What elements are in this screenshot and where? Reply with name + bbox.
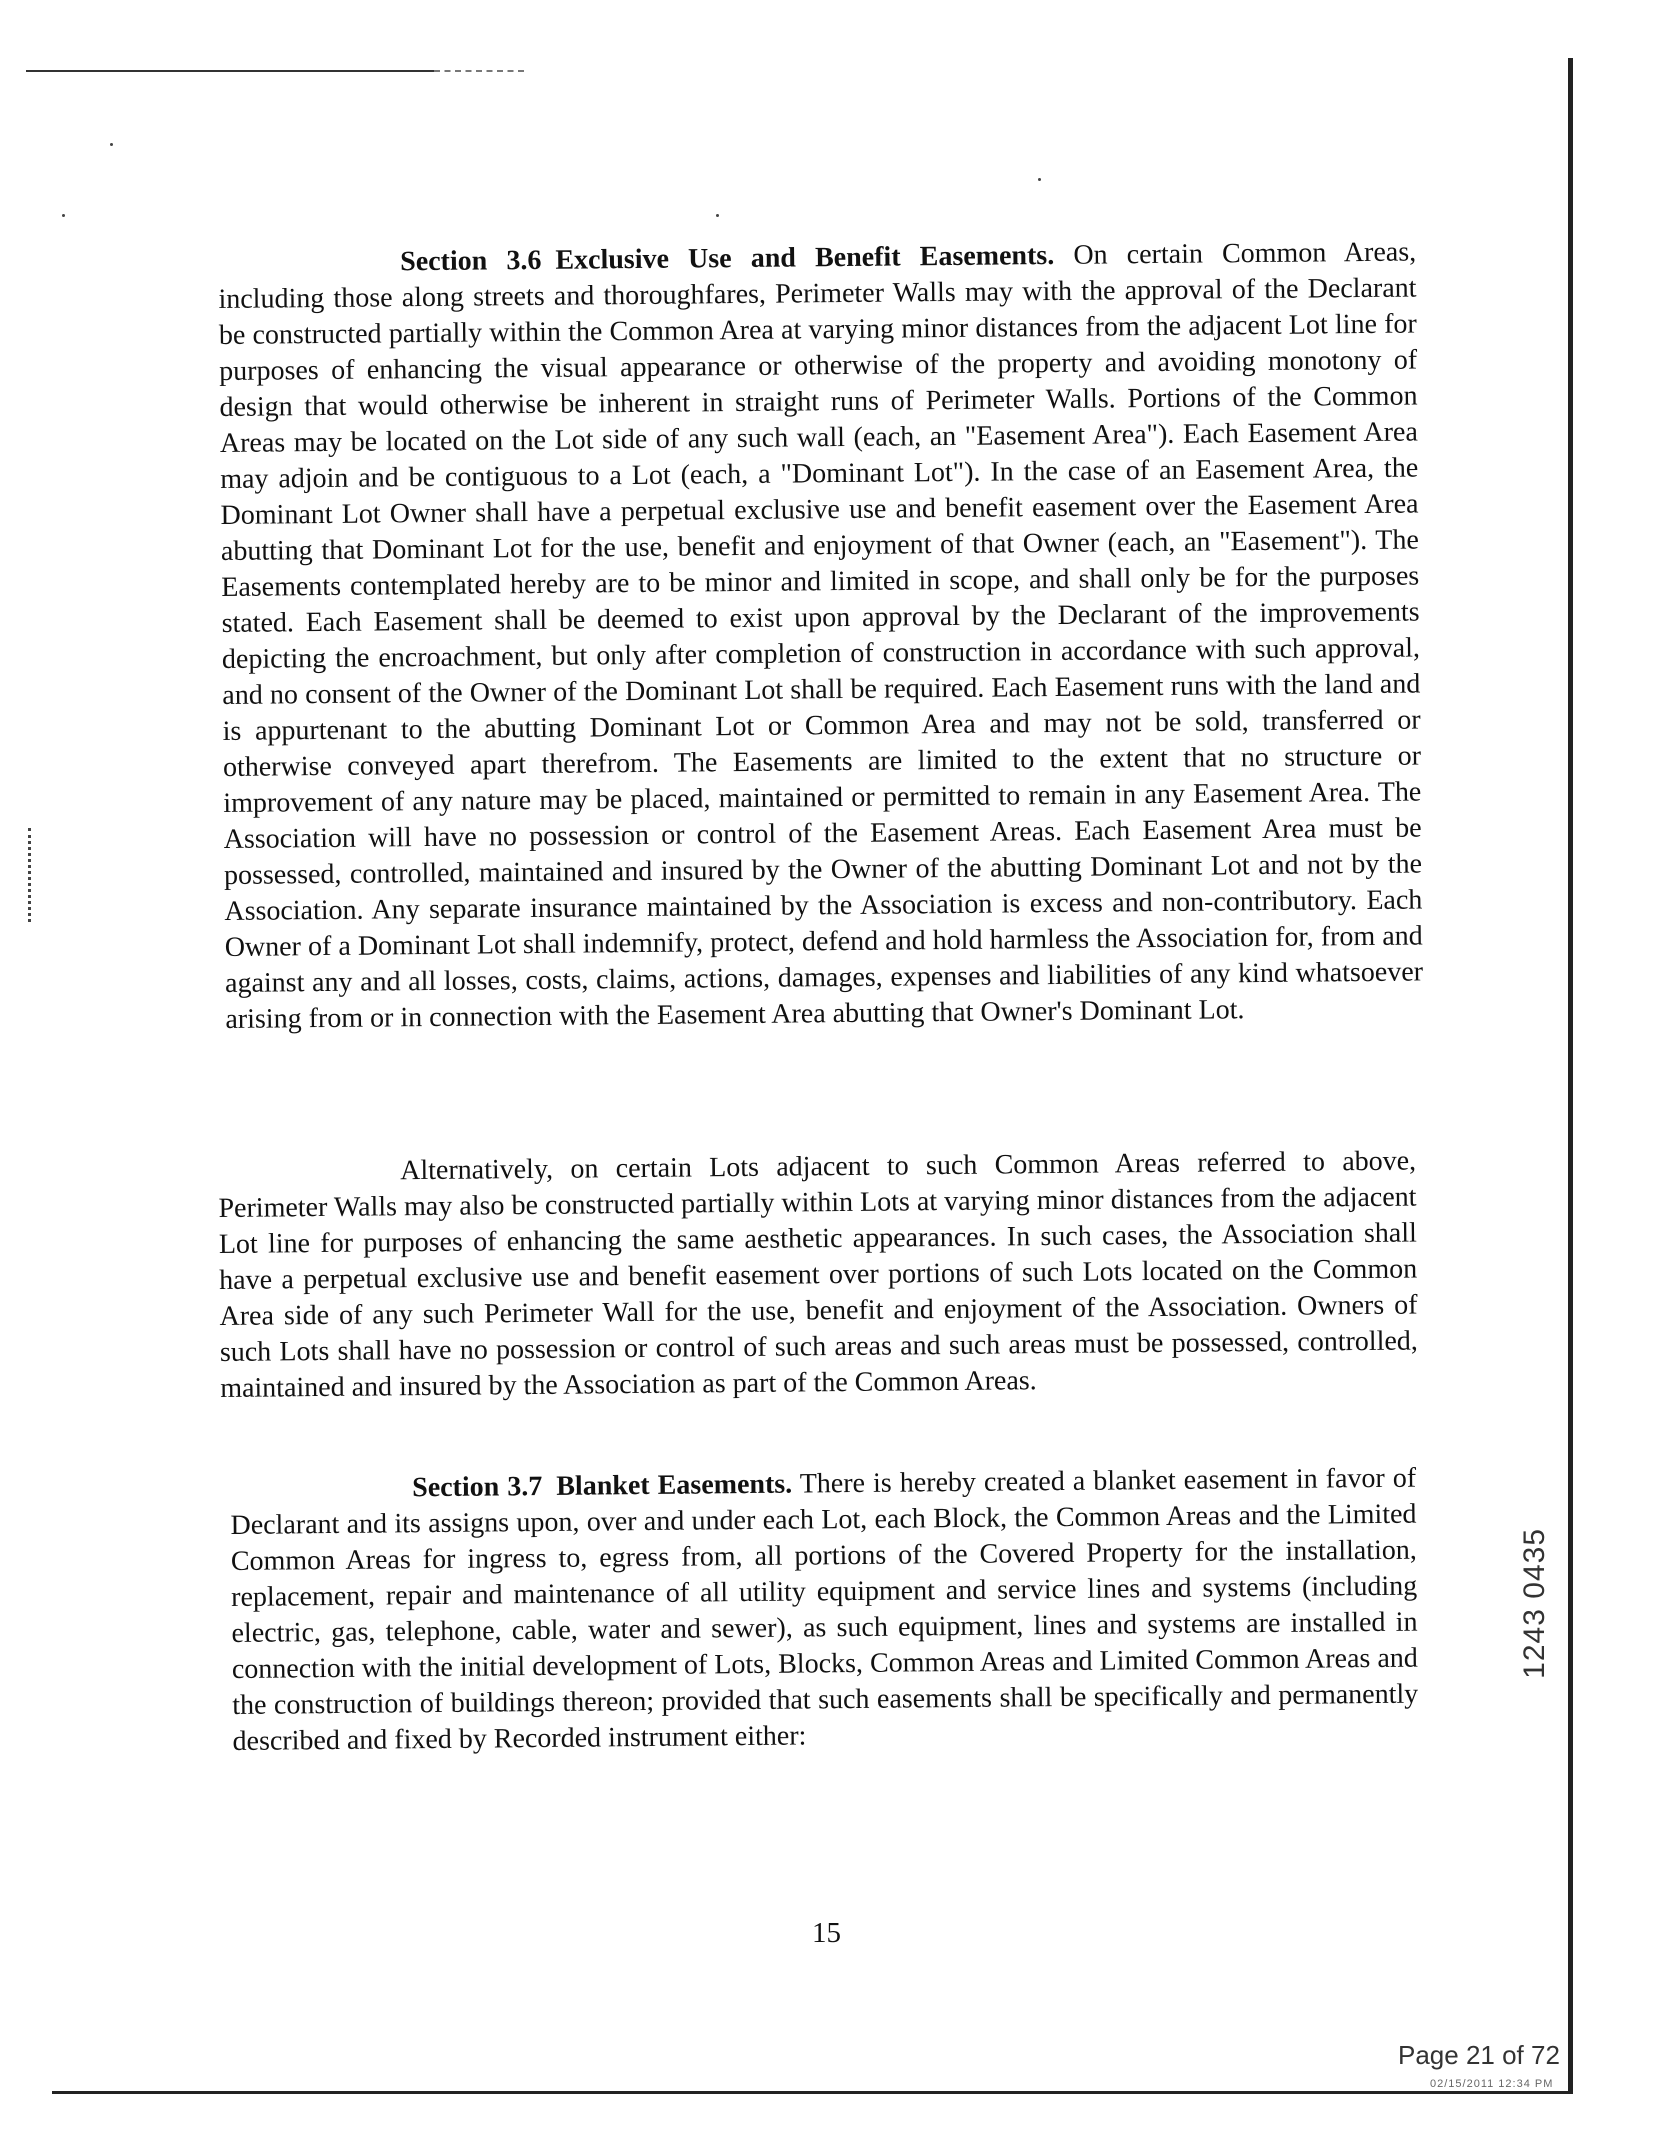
section-3-6-heading (400, 240, 1054, 277)
section-3-7-body: There is hereby created a blanket easement in favor of Declarant and its assigns upon, over and under each Lot, each Block, the Common Areas and the Limited Common Areas for ingress to, egress from, all portions of the Covered Property for the installation, replacement, repair and maintenance of all utility equipment and service lines and systems (including electric, gas, telephone, cable, water and sewer), as such equipment, lines and systems are installed in connection with the initial development of Lots, Blocks, Common Areas and Limited Common Areas and the construction of buildings thereon; provided that such easements shall be specifically and permanently described and fixed by Recorded instrument either: (230, 1462, 1419, 1757)
section-3-7-number: Section 3.7 (412, 1471, 543, 1504)
section-3-7-paragraph (230, 1461, 1419, 1760)
scan-speck (62, 214, 65, 217)
section-3-6 (218, 235, 1424, 1038)
page-number: 15 (812, 1917, 841, 1949)
scan-speck (110, 143, 113, 146)
scan-speck (1038, 178, 1041, 181)
section-3-7-title: Blanket Easements. (556, 1468, 793, 1502)
right-margin-rule (1568, 58, 1573, 2092)
alternative-paragraph-block (218, 1144, 1418, 1407)
footer-timestamp: 02/15/2011 12:34 PM (1430, 2078, 1554, 2090)
page-counter: Page 21 of 72 (1398, 2040, 1560, 2070)
section-3-7 (230, 1461, 1419, 1760)
section-3-6-title: Exclusive Use and Benefit Easements. (555, 239, 1055, 276)
alternative-paragraph: Alternatively, on certain Lots adjacent to such Common Areas referred to above, Perimeter Walls may also be constructed partially within Lots at varying minor distances from the adjacent Lot line for purposes of enhancing the same aesthetic appearances. In such cases, the Association shall have a perpetual exclusive use and benefit easement over portions of such Lots located on the Common Area side of any such Perimeter Wall for the use, benefit and enjoyment of the Association. Owners of such Lots shall have no possession or control of such areas and such areas must be possessed, controlled, maintained and insured by the Association as part of the Common Areas. (218, 1145, 1418, 1404)
scan-speck (716, 214, 719, 217)
margin-recording-reference: 1243 0435 (1518, 1528, 1551, 1679)
section-3-6-number: Section 3.6 (400, 244, 542, 278)
left-margin-mark (28, 828, 34, 922)
bottom-rule (52, 2091, 1573, 2094)
top-rule-tail (434, 70, 524, 72)
section-3-6-paragraph (218, 235, 1424, 1038)
section-3-7-heading (412, 1469, 792, 1504)
top-rule (26, 70, 434, 72)
section-3-6-body: On certain Common Areas, including those along streets and thoroughfares, Perimeter Walls may with the approval of the Declarant be constructed partially within the Common Area at varying minor distances from the adjacent Lot line for purposes of enhancing the visual appearance or otherwise of the property and avoiding monotony of design that would otherwise be inherent in straight runs of Perimeter Walls. Portions of the Common Areas may be located on the Lot side of any such wall (each, an "Easement Area"). Each Easement Area may adjoin and be contiguous to a Lot (each, a "Dominant Lot"). In the case of an Easement Area, the Dominant Lot Owner shall have a perpetual exclusive use and benefit easement over the Easement Area abutting that Dominant Lot for the use, benefit and enjoyment of that Owner (each, an "Easement"). The Easements contemplated hereby are to be minor and limited in scope, and shall only be for the purposes stated. Each Easement shall be deemed to exist upon approval by the Declarant of the improvements depicting the encroachment, but only after completion of construction in accordance with such approval, and no consent of the Owner of the Dominant Lot shall be required. Each Easement runs with the land and is appurtenant to the abutting Dominant Lot or Common Area and may not be sold, transferred or otherwise conveyed apart therefrom. The Easements are limited to the extent that no structure or improvement of any nature may be placed, maintained or permitted to remain in any Easement Area. The Association will have no possession or control of the Easement Areas. Each Easement Area must be possessed, controlled, maintained and insured by the Owner of the abutting Dominant Lot and not by the Association. Any separate insurance maintained by the Association is excess and non-contributory. Each Owner of a Dominant Lot shall indemnify, protect, defend and hold harmless the Association for, from and against any and all losses, costs, claims, actions, damages, expenses and liabilities of any kind whatsoever arising from or in connection with the Easement Area abutting that Owner's Dominant Lot. (218, 236, 1424, 1035)
